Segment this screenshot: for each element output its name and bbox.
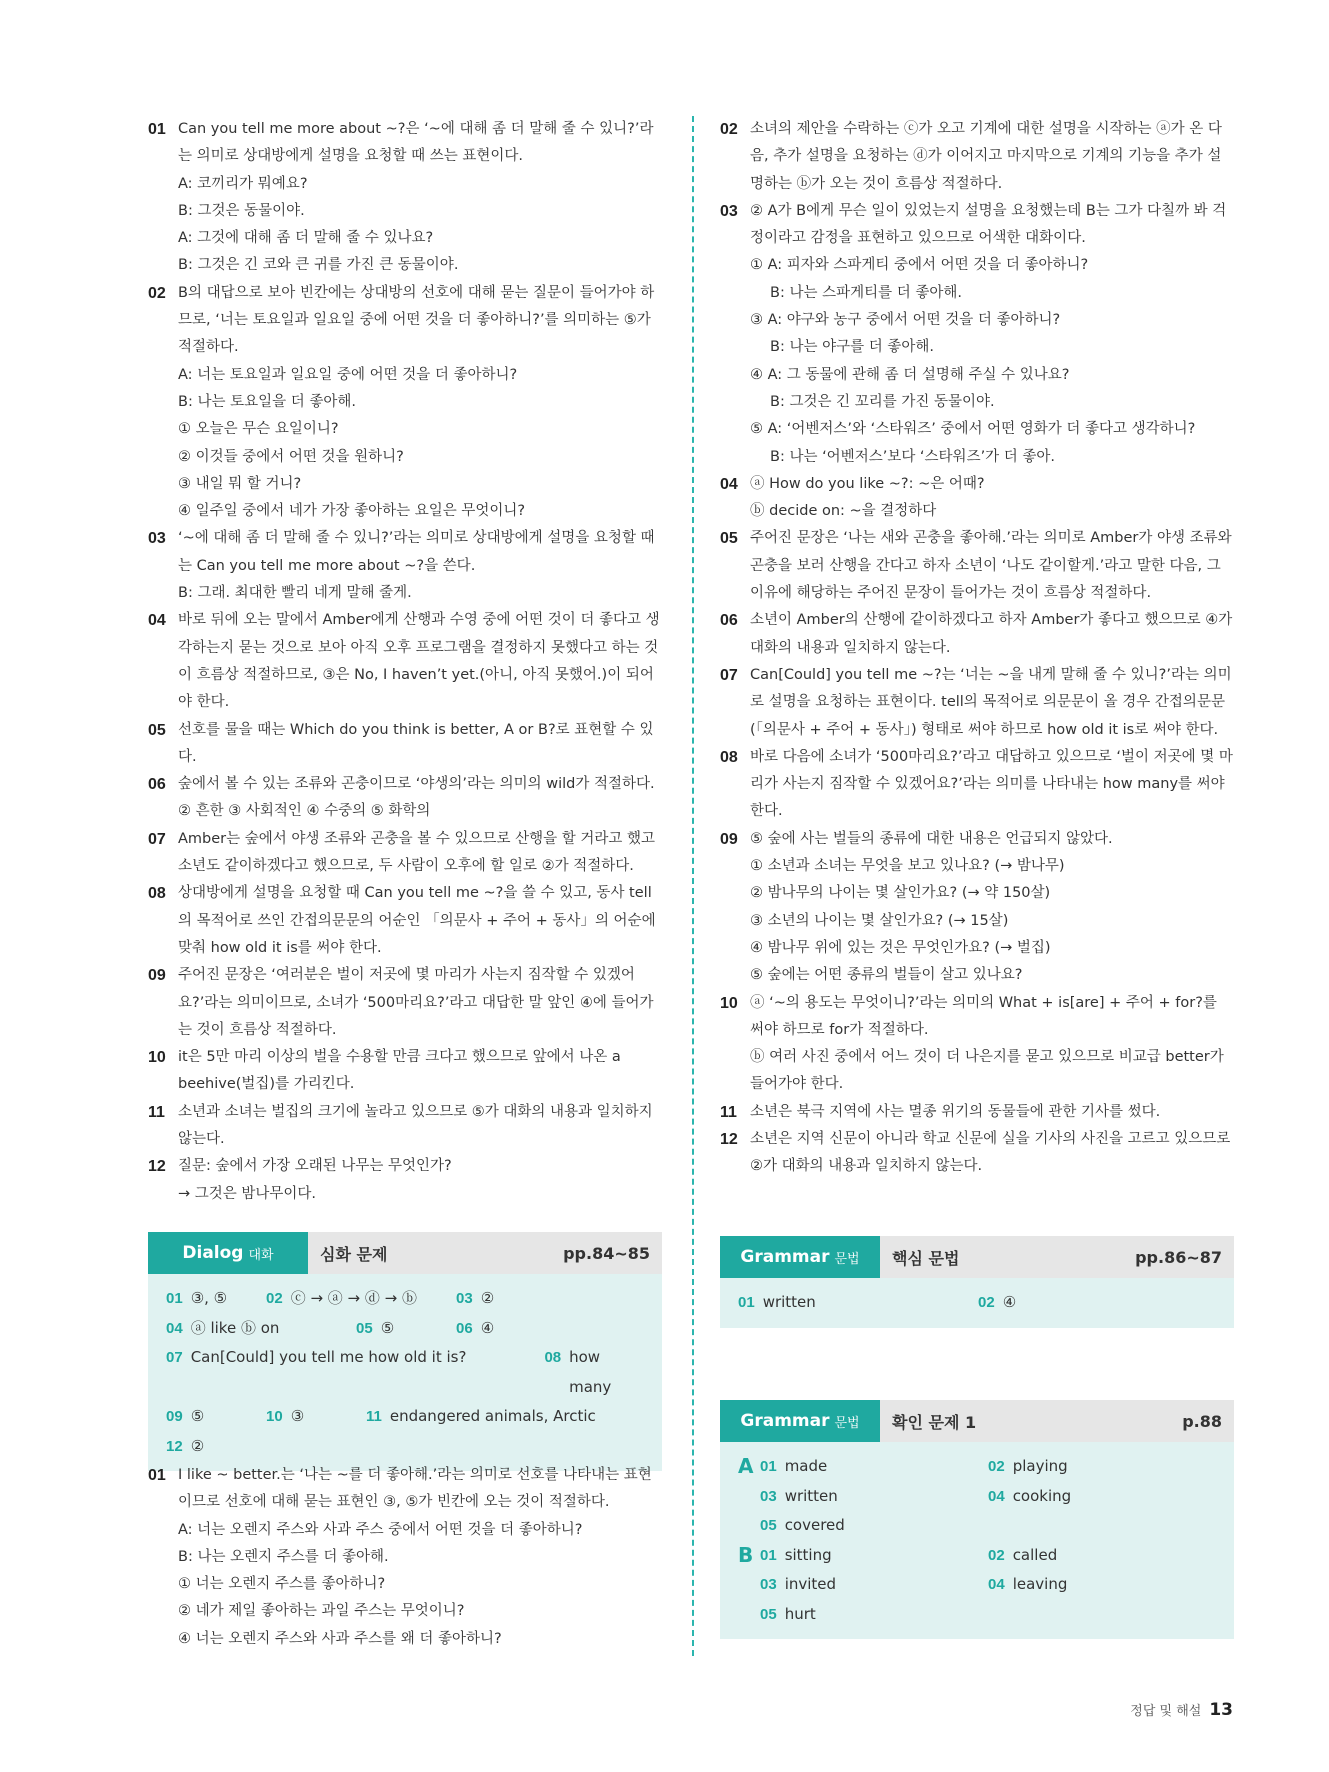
answer-number: 08 — [544, 1349, 562, 1366]
answer-number: 01 — [760, 1458, 777, 1475]
item-body — [178, 717, 662, 772]
answer-cell — [760, 1600, 988, 1630]
item-number: 05 — [148, 721, 166, 739]
item-body — [178, 280, 662, 526]
item-body — [750, 116, 1234, 198]
explanation-item — [148, 280, 662, 526]
item-body — [178, 962, 662, 1044]
answer-number: 03 — [456, 1290, 473, 1307]
answer-text: ② — [480, 1289, 495, 1307]
item-number: 03 — [148, 530, 166, 548]
explanation-line: 주어진 문장은 ‘나는 새와 곤충을 좋아해.’라는 의미로 Amber가 야생 조류와 곤충을 보러 산행을 간다고 하자 소년이 ‘나도 같이할게.’라고 말한 다음, 그 이유에 해당하는 주어진 문장이 들어가는 것이 흐름상 적절하다. — [750, 530, 1232, 602]
answer-number: 07 — [166, 1349, 183, 1366]
explanation-line: ⑤ 숲에는 어떤 종류의 벌들이 살고 있나요? — [750, 967, 1023, 984]
explanation-item — [148, 1044, 662, 1099]
answer-cell — [760, 1541, 988, 1571]
answer-text: endangered animals, Arctic — [389, 1407, 596, 1425]
answer-cell — [760, 1511, 988, 1541]
explanation-line: 소년은 지역 신문이 아니라 학교 신문에 실을 기사의 사진을 고르고 있으므로 ②가 대화의 내용과 일치하지 않는다. — [750, 1130, 1231, 1175]
item-body — [178, 1153, 452, 1208]
item-body — [750, 471, 985, 526]
group-letter — [738, 1570, 760, 1600]
answer-text: written — [784, 1486, 838, 1505]
answer-number: 11 — [366, 1408, 382, 1425]
item-number: 04 — [720, 475, 738, 493]
answer-cell — [166, 1314, 356, 1344]
explanation-line: ① A: 피자와 스파게티 중에서 어떤 것을 더 좋아하니? — [750, 257, 1089, 274]
answer-text: ④ — [480, 1318, 495, 1337]
explanation-item — [148, 1099, 662, 1154]
page-footer — [1130, 1700, 1233, 1720]
item-body — [750, 662, 1234, 744]
answer-number: 01 — [738, 1294, 755, 1311]
explanation-line: it은 5만 마리 이상의 벌을 수용할 만큼 크다고 했으므로 앞에서 나온 a beehive(벌집)를 가리킨다. — [178, 1049, 621, 1093]
explanation-item — [720, 1126, 1234, 1181]
item-body — [178, 607, 662, 716]
answer-text: ⑤ — [380, 1318, 395, 1337]
item-number: 10 — [148, 1049, 166, 1067]
item-number: 04 — [148, 612, 166, 630]
explanation-line: A: 코끼리가 뭐예요? — [178, 175, 308, 192]
explanation-item — [720, 116, 1234, 198]
answer-number: 04 — [166, 1319, 183, 1337]
answer-row — [738, 1452, 1216, 1482]
page-range: pp.86~87 — [1135, 1247, 1222, 1267]
item-number: 09 — [148, 967, 166, 985]
answer-row — [166, 1402, 644, 1432]
answer-number: 02 — [266, 1290, 283, 1307]
answer-text: covered — [784, 1516, 845, 1534]
explanation-item — [148, 717, 662, 772]
answer-text: ② — [190, 1436, 205, 1455]
answer-number: 02 — [978, 1294, 995, 1311]
explanation-line: B: 나는 ‘어벤저스’보다 ‘스타워즈’가 더 좋아. — [770, 448, 1056, 465]
answer-row — [738, 1600, 1216, 1630]
answer-text: how many — [569, 1348, 612, 1396]
explanation-item — [720, 662, 1234, 744]
explanation-line: ⓑ decide on: ~을 결정하다 — [750, 503, 937, 520]
grammar-check-box — [720, 1400, 1234, 1639]
explanation-item — [148, 962, 662, 1044]
explanation-line: ⓐ How do you like ~?: ~은 어때? — [750, 475, 985, 492]
explanation-item — [720, 471, 1234, 526]
explanation-line: ② 이것들 중에서 어떤 것을 원하니? — [178, 448, 404, 465]
item-number: 02 — [148, 284, 166, 302]
answer-number: 10 — [266, 1408, 283, 1425]
explanation-item — [148, 880, 662, 962]
answer-number: 01 — [166, 1290, 183, 1307]
item-number: 03 — [720, 202, 738, 220]
explanation-line: 소년과 소녀는 벌집의 크기에 놀라고 있으므로 ⑤가 대화의 내용과 일치하지 않는다. — [178, 1103, 653, 1147]
answer-number: 04 — [988, 1576, 1005, 1593]
answer-list — [720, 1442, 1234, 1639]
explanation-line: ① 너는 오렌지 주스를 좋아하니? — [178, 1576, 386, 1593]
item-number: 06 — [148, 776, 166, 794]
explanation-line: ① 오늘은 무슨 요일이니? — [178, 421, 339, 438]
answer-cell — [738, 1288, 978, 1318]
explanation-item — [148, 1462, 662, 1653]
explanation-item — [148, 525, 662, 607]
answer-number: 02 — [988, 1546, 1005, 1564]
item-body — [750, 826, 1113, 990]
answer-text: ⓒ → ⓐ → ⓓ → ⓑ — [290, 1289, 418, 1307]
item-number: 07 — [720, 666, 738, 684]
item-body — [178, 880, 662, 962]
explanation-line: ① 소년과 소녀는 무엇을 보고 있나요? (→ 밤나무) — [750, 858, 1065, 875]
item-body — [750, 1099, 1160, 1126]
answer-cell — [166, 1343, 544, 1402]
answer-row — [738, 1288, 1216, 1318]
explanation-line: ‘~에 대해 좀 더 말해 줄 수 있니?’라는 의미로 상대방에게 설명을 요청할 때는 Can you tell me more about ~?을 쓴다. — [178, 530, 655, 574]
explanation-line: → 그것은 밤나무이다. — [178, 1185, 317, 1202]
answer-list — [148, 1274, 662, 1471]
answer-number: 05 — [760, 1605, 777, 1623]
explanation-item — [720, 1099, 1234, 1126]
explanation-line: Can[Could] you tell me ~?는 ‘너는 ~을 내게 말해 줄 수 있니?’라는 의미로 설명을 요청하는 표현이다. tell의 목적어로 의문문이 올 경우 간접의문문(「의문사 + 주어 + 동사」) 형태로 써야 하므로 how old it is로 써야 한다. — [750, 666, 1232, 738]
section-title: 핵심 문법 — [892, 1248, 960, 1268]
explanation-line: A: 너는 오렌지 주스와 사과 주스 중에서 어떤 것을 더 좋아하니? — [178, 1521, 583, 1538]
answer-text: made — [784, 1457, 828, 1475]
answer-number: 01 — [760, 1546, 777, 1564]
item-number: 08 — [720, 748, 738, 766]
explanation-line: B: 그것은 긴 코와 큰 귀를 가진 큰 동물이야. — [178, 257, 459, 274]
item-body — [178, 826, 662, 881]
item-body — [178, 1099, 662, 1154]
answer-cell — [760, 1570, 988, 1600]
explanation-line: ② A가 B에게 무슨 일이 있었는지 설명을 요청했는데 B는 그가 다칠까 봐 걱정이라고 감정을 표현하고 있으므로 어색한 대화이다. — [750, 202, 1227, 247]
group-letter — [738, 1482, 760, 1512]
explanation-line: ④ 너는 오렌지 주스와 사과 주스를 왜 더 좋아하니? — [178, 1630, 502, 1647]
explanation-line: B: 그래. 최대한 빨리 네게 말해 줄게. — [178, 585, 412, 602]
answer-text: playing — [1012, 1457, 1068, 1475]
group-letter — [738, 1600, 760, 1630]
explanation-line: 바로 다음에 소녀가 ‘500마리요?’라고 대답하고 있으므로 ‘벌이 저곳에 몇 마리가 사는지 짐작할 수 있겠어요?’라는 의미를 나타내는 how many를 써야 한다. — [750, 748, 1233, 820]
item-body — [178, 1462, 662, 1653]
item-number: 01 — [148, 121, 166, 138]
answer-row — [738, 1541, 1216, 1571]
item-body — [750, 198, 1234, 471]
explanation-item — [148, 1153, 662, 1208]
answer-text: invited — [784, 1575, 837, 1593]
explanation-line: 주어진 문장은 ‘여러분은 벌이 저곳에 몇 마리가 사는지 짐작할 수 있겠어요?’라는 의미이므로, 소녀가 ‘500마리요?’라고 대답한 말 앞인 ④에 들어가는 것이 흐름상 적절하다. — [178, 967, 654, 1038]
group-letter: B — [738, 1542, 754, 1567]
answer-cell — [456, 1284, 494, 1314]
explanation-line: ③ 내일 뭐 할 거니? — [178, 475, 302, 492]
page-number: 13 — [1209, 1700, 1233, 1720]
answer-text: sitting — [784, 1545, 832, 1564]
section-tag: Dialog 대화 — [148, 1232, 308, 1274]
answer-text: leaving — [1012, 1575, 1068, 1593]
answer-number: 05 — [760, 1517, 777, 1534]
answer-text: ③, ⑤ — [190, 1289, 228, 1307]
item-body — [750, 607, 1234, 662]
explanation-line: 바로 뒤에 오는 말에서 Amber에게 산행과 수영 중에 어떤 것이 더 좋다고 생각하는지 묻는 것으로 보아 아직 오후 프로그램을 결정하지 못했다고 하는 것이 흐름상 적절하므로, ③은 No, I haven’t yet.(아니, 아직 못했어.)이 되어야 한다. — [178, 612, 660, 711]
page-range: pp.84~85 — [563, 1243, 650, 1263]
answer-text: ⓐ like ⓑ on — [190, 1318, 280, 1337]
explanation-line: ④ A: 그 동물에 관해 좀 더 설명해 주실 수 있나요? — [750, 366, 1070, 383]
answer-row — [166, 1314, 644, 1344]
answer-list — [720, 1278, 1234, 1328]
answer-cell — [988, 1541, 1057, 1571]
answer-number: 03 — [760, 1576, 777, 1593]
column-divider — [692, 116, 694, 1656]
item-body — [750, 525, 1234, 607]
item-number: 10 — [720, 994, 738, 1012]
explanation-line: ④ 일주일 중에서 네가 가장 좋아하는 요일은 무엇이니? — [178, 503, 526, 520]
answer-text: ⑤ — [190, 1407, 205, 1425]
item-number: 08 — [148, 885, 166, 903]
explanation-line: 숲에서 볼 수 있는 조류와 곤충이므로 ‘야생의’라는 의미의 wild가 적절하다. — [178, 776, 655, 793]
section-tag: Grammar 문법 — [720, 1236, 880, 1278]
explanation-line: B: 나는 토요일을 더 좋아해. — [178, 393, 356, 410]
item-body — [750, 990, 1234, 1099]
answer-text: Can[Could] you tell me how old it is? — [190, 1348, 467, 1366]
item-number: 11 — [148, 1103, 165, 1121]
answer-number: 02 — [988, 1458, 1005, 1475]
dialog-answer-box — [148, 1232, 662, 1471]
grammar-core-box — [720, 1236, 1234, 1328]
explanation-line: 소년이 Amber의 산행에 같이하겠다고 하자 Amber가 좋다고 했으므로 ④가 대화의 내용과 일치하지 않는다. — [750, 612, 1233, 656]
item-number: 11 — [720, 1103, 737, 1121]
answer-cell — [366, 1402, 596, 1432]
explanation-line: ⓑ 여러 사진 중에서 어느 것이 더 나은지를 묻고 있으므로 비교급 better가 들어가야 한다. — [750, 1049, 1224, 1093]
answer-text: ④ — [1002, 1293, 1017, 1311]
explanation-line: A: 너는 토요일과 일요일 중에 어떤 것을 더 좋아하니? — [178, 366, 518, 383]
explanation-line: 소녀의 제안을 수락하는 ⓒ가 오고 기계에 대한 설명을 시작하는 ⓐ가 온 다음, 추가 설명을 요청하는 ⓓ가 이어지고 마지막으로 기계의 기능을 추가 설명하는 ⓑ가 오는 것이 흐름상 적절하다. — [750, 121, 1222, 192]
item-number: 05 — [720, 530, 738, 548]
answer-text: cooking — [1012, 1486, 1072, 1505]
answer-number: 12 — [166, 1437, 183, 1455]
group-letter — [738, 1511, 760, 1541]
answer-cell — [988, 1482, 1071, 1512]
item-number: 09 — [720, 830, 738, 848]
answer-row — [738, 1511, 1216, 1541]
explanation-line: B: 그것은 긴 꼬리를 가진 동물이야. — [770, 393, 995, 410]
answer-number: 04 — [988, 1487, 1005, 1505]
footer-label: 정답 및 해설 — [1130, 1704, 1202, 1719]
item-body — [750, 744, 1234, 826]
explanation-line: Can you tell me more about ~?은 ‘~에 대해 좀 더 말해 줄 수 있니?’라는 의미로 상대방에게 설명을 요청할 때 쓰는 표현이다. — [178, 121, 654, 165]
explanation-line: B: 그것은 동물이야. — [178, 202, 305, 219]
item-number: 02 — [720, 121, 738, 138]
explanation-line: ⑤ A: ‘어벤저스’와 ‘스타워즈’ 중에서 어떤 영화가 더 좋다고 생각하니? — [750, 421, 1196, 438]
answer-cell — [760, 1482, 988, 1512]
answer-number: 03 — [760, 1487, 777, 1505]
explanation-item — [148, 607, 662, 716]
answer-number: 05 — [356, 1319, 373, 1337]
section-title: 확인 문제 1 — [892, 1412, 977, 1432]
answer-cell — [978, 1288, 1016, 1318]
answer-cell — [544, 1343, 644, 1402]
explanation-line: Amber는 숲에서 야생 조류와 곤충을 볼 수 있으므로 산행을 할 거라고 했고 소년도 같이하겠다고 했으므로, 두 사람이 오후에 할 일로 ②가 적절하다. — [178, 830, 656, 875]
explanation-item — [720, 198, 1234, 471]
answer-cell — [988, 1570, 1067, 1600]
answer-text: ③ — [290, 1407, 305, 1425]
answer-cell — [266, 1284, 456, 1314]
right-column — [720, 116, 1234, 1181]
explanation-item — [148, 771, 662, 826]
explanation-line: ⑤ 숲에 사는 벌들의 종류에 대한 내용은 언급되지 않았다. — [750, 830, 1113, 847]
answer-cell — [266, 1402, 366, 1432]
explanation-item — [720, 525, 1234, 607]
answer-cell — [456, 1314, 494, 1344]
section-title: 심화 문제 — [320, 1244, 388, 1264]
answer-number: 09 — [166, 1408, 183, 1425]
item-number: 01 — [148, 1467, 166, 1484]
explanation-item — [720, 744, 1234, 826]
group-letter: A — [738, 1454, 754, 1478]
answer-number: 06 — [456, 1319, 473, 1337]
answer-row — [166, 1343, 644, 1402]
explanation-line: A: 그것에 대해 좀 더 말해 줄 수 있나요? — [178, 230, 434, 247]
answer-text: written — [762, 1293, 816, 1311]
explanation-line: ② 흔한 ③ 사회적인 ④ 수중의 ⑤ 화학의 — [178, 803, 431, 820]
explanation-line: ③ 소년의 나이는 몇 살인가요? (→ 15살) — [750, 912, 1009, 929]
item-number: 07 — [148, 830, 166, 848]
item-body — [178, 116, 662, 280]
explanation-line: 선호를 물을 때는 Which do you think is better, A or B?로 표현할 수 있다. — [178, 721, 654, 765]
page-range: p.88 — [1182, 1411, 1222, 1431]
answer-row — [166, 1284, 644, 1314]
answer-text: called — [1012, 1545, 1058, 1564]
answer-cell — [166, 1284, 266, 1314]
answer-cell — [988, 1452, 1068, 1482]
answer-row — [738, 1570, 1216, 1600]
explanation-line: ④ 밤나무 위에 있는 것은 무엇인가요? (→ 벌집) — [750, 939, 1051, 956]
explanation-line: ⓐ ‘~의 용도는 무엇이니?’라는 의미의 What + is[are] + 주어 + for?를 써야 하므로 for가 적절하다. — [750, 994, 1217, 1038]
explanation-line: 상대방에게 설명을 요청할 때 Can you tell me ~?을 쓸 수 있고, 동사 tell의 목적어로 쓰인 간접의문문의 어순인 「의문사 + 주어 + 동사」의 어순에 맞춰 how old it is를 써야 한다. — [178, 885, 656, 956]
answer-cell — [166, 1402, 266, 1432]
explanation-line: B의 대답으로 보아 빈칸에는 상대방의 선호에 대해 묻는 질문이 들어가야 하므로, ‘너는 토요일과 일요일 중에 어떤 것을 더 좋아하니?’를 의미하는 ⑤가 적절하다. — [178, 284, 655, 356]
answer-text: hurt — [784, 1604, 816, 1623]
item-number: 06 — [720, 612, 738, 630]
answer-cell — [166, 1432, 204, 1462]
left-bottom-explanations — [148, 1462, 662, 1653]
explanation-line: B: 나는 스파게티를 더 좋아해. — [770, 284, 962, 301]
answer-row — [738, 1482, 1216, 1512]
item-number: 12 — [148, 1158, 166, 1176]
section-tag: Grammar 문법 — [720, 1400, 880, 1442]
explanation-line: B: 나는 야구를 더 좋아해. — [770, 339, 934, 356]
explanation-line: ③ A: 야구와 농구 중에서 어떤 것을 더 좋아하니? — [750, 312, 1061, 329]
explanation-item — [720, 607, 1234, 662]
left-column — [148, 116, 662, 1208]
answer-cell — [760, 1452, 988, 1482]
explanation-line: ② 네가 제일 좋아하는 과일 주스는 무엇이니? — [178, 1603, 465, 1620]
item-body — [178, 771, 655, 826]
explanation-item — [148, 826, 662, 881]
explanation-item — [148, 116, 662, 280]
item-body — [178, 525, 662, 607]
answer-cell — [356, 1314, 456, 1344]
item-body — [178, 1044, 662, 1099]
explanation-line: B: 나는 오렌지 주스를 더 좋아해. — [178, 1548, 389, 1565]
explanation-line: 질문: 숲에서 가장 오래된 나무는 무엇인가? — [178, 1158, 452, 1175]
explanation-line: 소년은 북극 지역에 사는 멸종 위기의 동물들에 관한 기사를 썼다. — [750, 1103, 1161, 1120]
explanation-line: ② 밤나무의 나이는 몇 살인가요? (→ 약 150살) — [750, 885, 1051, 902]
answer-row — [166, 1432, 644, 1462]
item-body — [750, 1126, 1234, 1181]
explanation-item — [720, 990, 1234, 1099]
item-number: 12 — [720, 1130, 738, 1148]
explanation-item — [720, 826, 1234, 990]
explanation-line: I like ~ better.는 ‘나는 ~를 더 좋아해.’라는 의미로 선호를 나타내는 표현이므로 선호에 대해 묻는 표현인 ③, ⑤가 빈칸에 오는 것이 적절하다. — [178, 1467, 652, 1511]
